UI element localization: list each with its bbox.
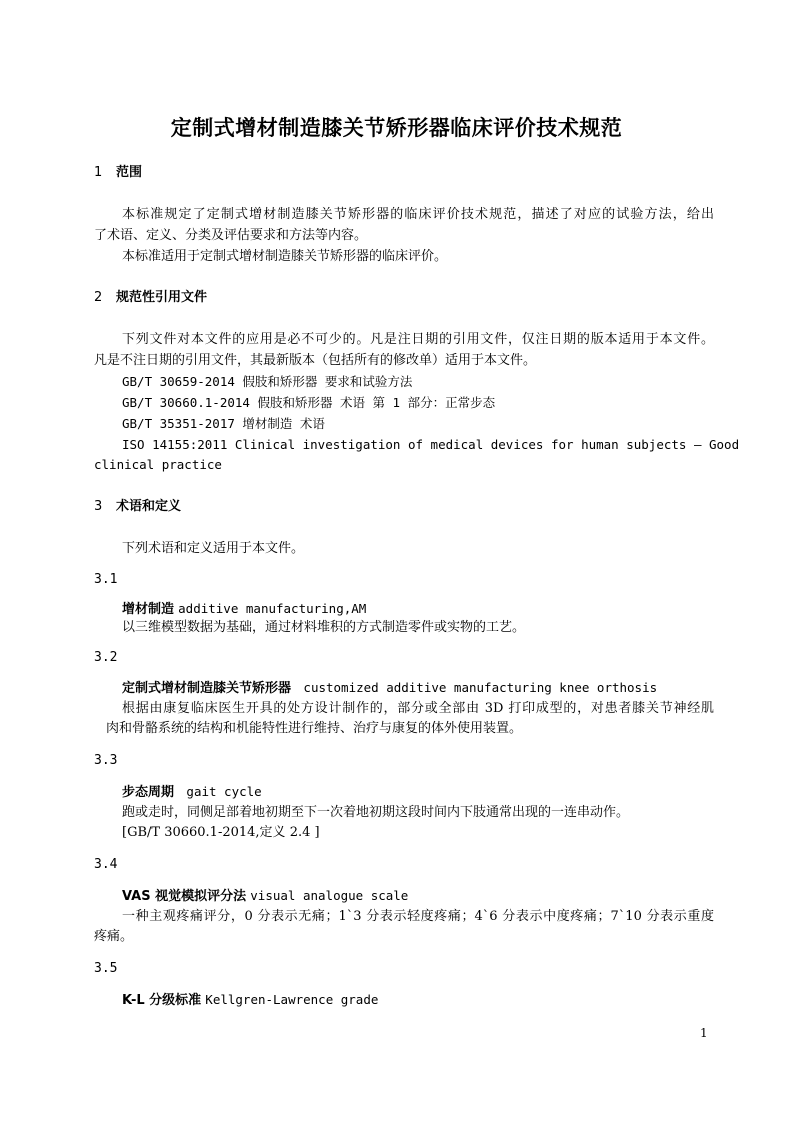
paragraph-line: 凡是不注日期的引用文件，其最新版本（包括所有的修改单）适用于本文件。 <box>94 353 537 368</box>
paragraph-line: 了术语、定义、分类及评估要求和方法等内容。 <box>94 228 368 243</box>
term-definition: 根据由康复临床医生开具的处方设计制作的，部分或全部由 3D 打印成型的，对患者膝关节神经肌 <box>122 701 714 716</box>
term-zh: 定制式增材制造膝关节矫形器 <box>122 681 292 696</box>
section-title: 规范性引用文件 <box>116 290 208 305</box>
term-heading <box>122 678 714 699</box>
term-number: 3.3 <box>94 753 118 768</box>
paragraph-line: 下列术语和定义适用于本文件。 <box>122 541 305 556</box>
term-en: gait cycle <box>186 784 262 799</box>
section-1-heading <box>94 163 714 183</box>
section-title: 范围 <box>116 165 143 180</box>
document-title: 定制式增材制造膝关节矫形器临床评价技术规范 <box>170 116 623 140</box>
term-definition: 肉和骨骼系统的结构和机能特性进行维持、治疗与康复的体外使用装置。 <box>106 721 523 736</box>
term-zh: VAS 视觉模拟评分法 <box>122 889 247 904</box>
reference-item: clinical practice <box>94 457 222 472</box>
reference-item: GB/T 30660.1-2014 假肢和矫形器 术语 第 1 部分：正常步态 <box>122 395 496 410</box>
term-zh: 步态周期 <box>122 785 175 800</box>
term-definition: 跑或走时，同侧足部着地初期至下一次着地初期这段时间内下肢通常出现的一连串动作。 <box>122 805 630 820</box>
term-number: 3.2 <box>94 650 118 665</box>
paragraph-line: 下列文件对本文件的应用是必不可少的。凡是注日期的引用文件，仅注日期的版本适用于本文件。 <box>122 332 714 347</box>
section-title: 术语和定义 <box>116 499 182 514</box>
term-heading <box>122 886 714 907</box>
term-heading <box>122 782 714 803</box>
paragraph-line: 本标准适用于定制式增材制造膝关节矫形器的临床评价。 <box>122 249 448 264</box>
term-en: visual analogue scale <box>250 888 409 903</box>
term-zh: K-L 分级标准 <box>122 993 202 1008</box>
term-heading <box>122 990 714 1011</box>
term-heading <box>122 599 714 620</box>
section-2-heading <box>94 288 714 308</box>
section-number: 1 <box>94 165 103 180</box>
term-number: 3.1 <box>94 572 118 587</box>
reference-item: GB/T 30659-2014 假肢和矫形器 要求和试验方法 <box>122 374 413 389</box>
section-number: 3 <box>94 499 103 514</box>
reference-item: GB/T 35351-2017 增材制造 术语 <box>122 416 325 431</box>
section-number: 2 <box>94 290 103 305</box>
term-number: 3.4 <box>94 857 118 872</box>
term-definition: 疼痛。 <box>94 929 134 944</box>
term-en: customized additive manufacturing knee orthosis <box>303 680 658 695</box>
term-definition: 一种主观疼痛评分，0 分表示无痛；1`3 分表示轻度疼痛；4`6 分表示中度疼痛；7`10 分表示重度 <box>122 909 714 924</box>
term-citation: [GB/T 30660.1-2014,定义 2.4 ] <box>122 825 320 840</box>
reference-item: ISO 14155:2011 Clinical investigation of medical devices for human subjects — Good <box>122 437 740 452</box>
term-zh: 增材制造 <box>122 602 175 617</box>
term-definition: 以三维模型数据为基础，通过材料堆积的方式制造零件或实物的工艺。 <box>122 620 526 635</box>
term-number: 3.5 <box>94 961 118 976</box>
page-number: 1 <box>700 1026 708 1040</box>
section-3-heading <box>94 497 714 517</box>
term-en: additive manufacturing,AM <box>178 601 367 616</box>
paragraph-line: 本标准规定了定制式增材制造膝关节矫形器的临床评价技术规范，描述了对应的试验方法，给出 <box>122 207 714 222</box>
term-en: Kellgren-Lawrence grade <box>205 992 379 1007</box>
